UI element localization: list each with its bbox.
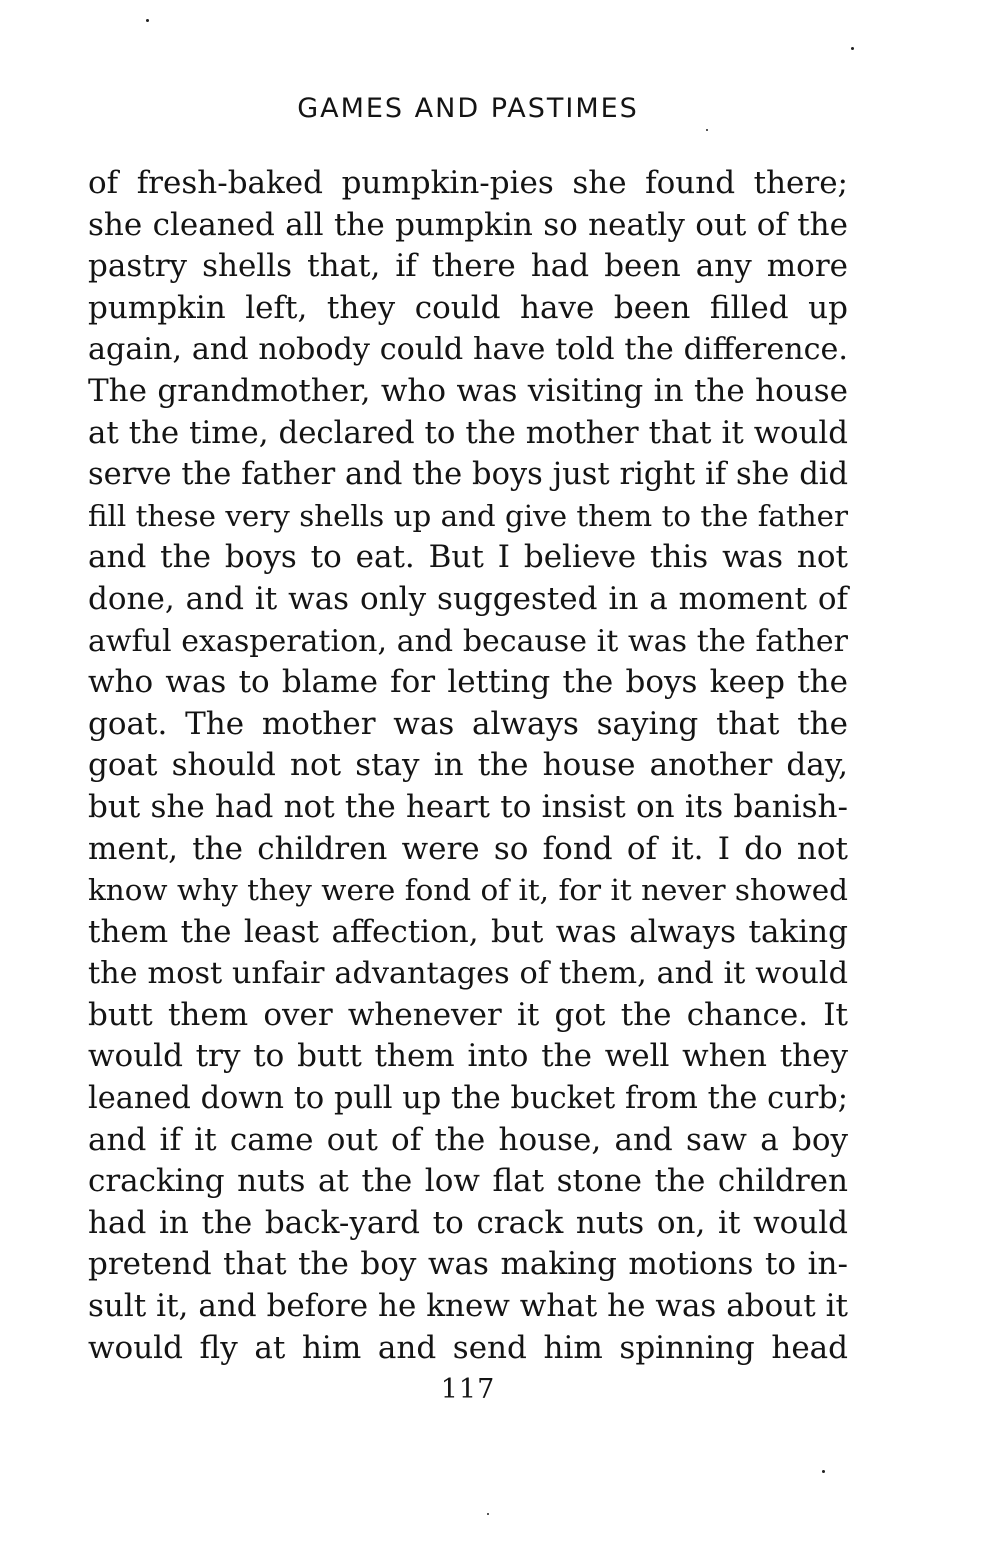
scan-speck [487,1513,489,1515]
text-line: and if it came out of the house, and saw a boy [88,1121,848,1158]
text-line: leaned down to pull up the bucket from the curb; [88,1081,848,1117]
text-line: The grandmother, who was visiting in the house [88,372,848,409]
text-line: sult it, and before he knew what he was about it [88,1288,848,1325]
text-line: she cleaned all the pumpkin so neatly out of the [88,206,848,243]
text-line: cracking nuts at the low flat stone the children [88,1163,848,1200]
text-line: awful exasperation, and because it was the father [88,623,848,659]
page-number: 117 [440,1374,496,1405]
text-line: know why they were fond of it, for it never showed [88,873,848,908]
text-line: pretend that the boy was making motions to in- [88,1246,848,1283]
scan-speck [822,1470,825,1473]
running-header: GAMES AND PASTIMES [297,93,639,124]
text-line: had in the back-yard to crack nuts on, it would [88,1204,848,1241]
text-line: ment, the children were so fond of it. I do not [88,830,848,867]
text-line: done, and it was only suggested in a moment of [88,580,848,617]
text-line: but she had not the heart to insist on its banish- [88,788,848,825]
text-line: pastry shells that, if there had been any more [88,248,848,285]
text-line: again, and nobody could have told the difference. [88,332,848,368]
scan-speck [706,129,708,131]
page-body [88,163,848,1369]
text-line: them the least affection, but was always taking [88,913,848,950]
scan-speck [146,19,149,22]
text-line: and the boys to eat. But I believe this was not [88,539,848,576]
text-line: fill these very shells up and give them to the father [88,498,848,533]
text-line: goat should not stay in the house another day, [88,747,848,784]
text-line: who was to blame for letting the boys keep the [88,664,848,701]
text-line: butt them over whenever it got the chance. It [88,996,848,1033]
text-line: at the time, declared to the mother that it would [88,414,848,451]
text-line: of fresh-baked pumpkin-pies she found there; [88,165,848,201]
text-line: pumpkin left, they could have been filled up [88,289,848,326]
scan-speck [851,47,854,50]
text-line: goat. The mother was always saying that the [88,705,848,742]
text-line: would try to butt them into the well when they [88,1038,848,1075]
text-line: the most unfair advantages of them, and it would [88,956,848,992]
text-line: serve the father and the boys just right if she did [88,457,848,493]
text-line: would fly at him and send him spinning head [88,1329,848,1366]
